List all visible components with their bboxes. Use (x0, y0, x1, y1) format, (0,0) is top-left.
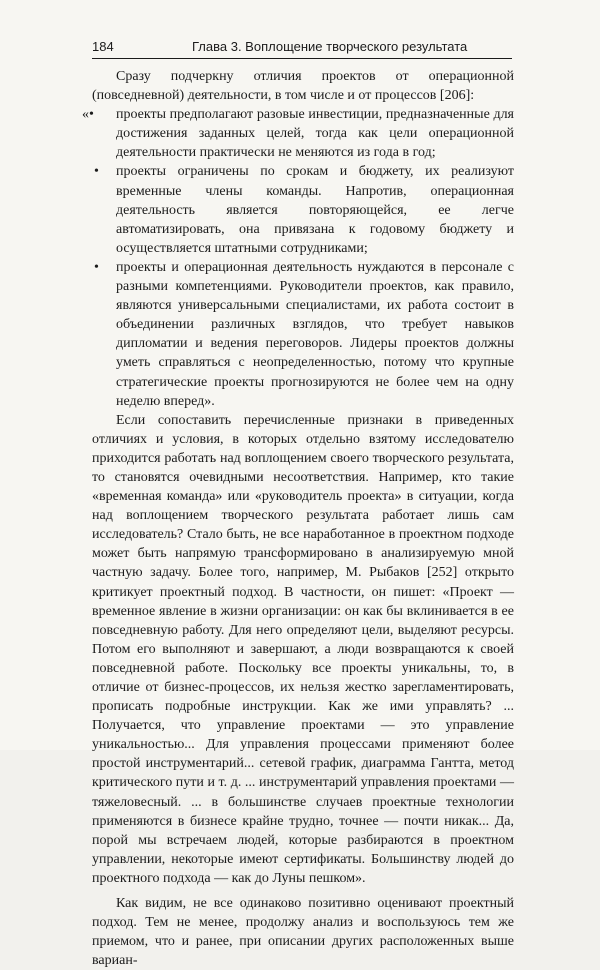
bullet-marker: • (94, 164, 99, 180)
bullet-list (82, 105, 514, 411)
intro-paragraph: Сразу подчеркну отличия проектов от операционной (повседневной) деятельности, в том числе и от процессов [206]: (92, 69, 514, 104)
body-paragraph: Как видим, не все одинаково позитивно оценивают проектный подход. Тем не менее, продолжу анализ и воспользуюсь тем же приемом, что и ранее, при описании других расположенных выше вариан- (92, 896, 514, 969)
body-text (82, 67, 514, 970)
bullet-text: проекты ограничены по срокам и бюджету, их реализуют временные члены команды. Напротив, операционная деятельность является повторяющейся, ее легче автоматизировать, она привязана к годовому бюджету и осуществляется штатными сотрудниками; (116, 164, 514, 256)
bullet-item (82, 105, 514, 162)
chapter-title: Глава 3. Воплощение творческого результата (192, 39, 468, 54)
body-paragraph: Если сопоставить перечисленные признаки в приведенных отличиях и условия, в которых отдельно взятому исследователю приходится работать над воплощением своего творческого результата, то становятся очевидными несоответствия. Например, кто такие «временная команда» или «руководитель проекта» в ситуации, когда над воплощением творческого результата работает лишь сам исследователь? Стало быть, не все наработанное в проектном подходе может быть напрямую трансформировано в анализируемую мной частную задачу. Более того, например, М. Рыбаков [252] открыто критикует проектный подход. В частности, он пишет: «Проект — временное явление в жизни организации: он как бы вклинивается в ее повседневную работу. Для него определяют цели, выделяют ресурсы. Потом его выполняют и завершают, а люди возвращаются к своей повседневной работе. Поскольку все проекты уникальны, то, в отличие от бизнес-процессов, их нельзя жестко зарегламентировать, прописать подробные инструкции. Как же ими управлять? ... Получается, что управление проектами — это управление уникальностью... Для управления процессами применяют более простой инструментарий... сетевой график, диаграмма Гантта, метод критического пути и т. д. ... инструментарий управления проектами — тяжеловесный. ... в большинстве случаев проектные технологии применяются в бизнесе крайне трудно, точнее — почти никак... Да, порой мы встречаем людей, которые разбираются в проектном управлении, некоторые имеют сертификаты. Большинству людей до проектного подхода — как до Луны пешком». (92, 412, 514, 886)
bullet-text: проекты и операционная деятельность нуждаются в персонале с разными компетенциями. Руководители проектов, как правило, являются универсальными специалистами, их работа состоит в объединении различных взглядов, что требует навыков дипломатии и ведения переговоров. Лидеры проектов должны уметь справляться с неопределенностью, потому что крупные стратегические проекты прогнозируются не более чем на одну неделю вперед». (116, 259, 514, 409)
bullet-item (92, 258, 514, 411)
running-header (92, 36, 512, 59)
bullet-marker: • (94, 259, 99, 275)
bullet-text: проекты предполагают разовые инвестиции, предназначенные для достижения заданных целей, тогда как цели операционной деятельности практически не меняются из года в год; (116, 107, 514, 161)
bullet-item (92, 162, 514, 257)
bullet-marker: «• (82, 107, 94, 123)
page-number: 184 (92, 39, 114, 54)
